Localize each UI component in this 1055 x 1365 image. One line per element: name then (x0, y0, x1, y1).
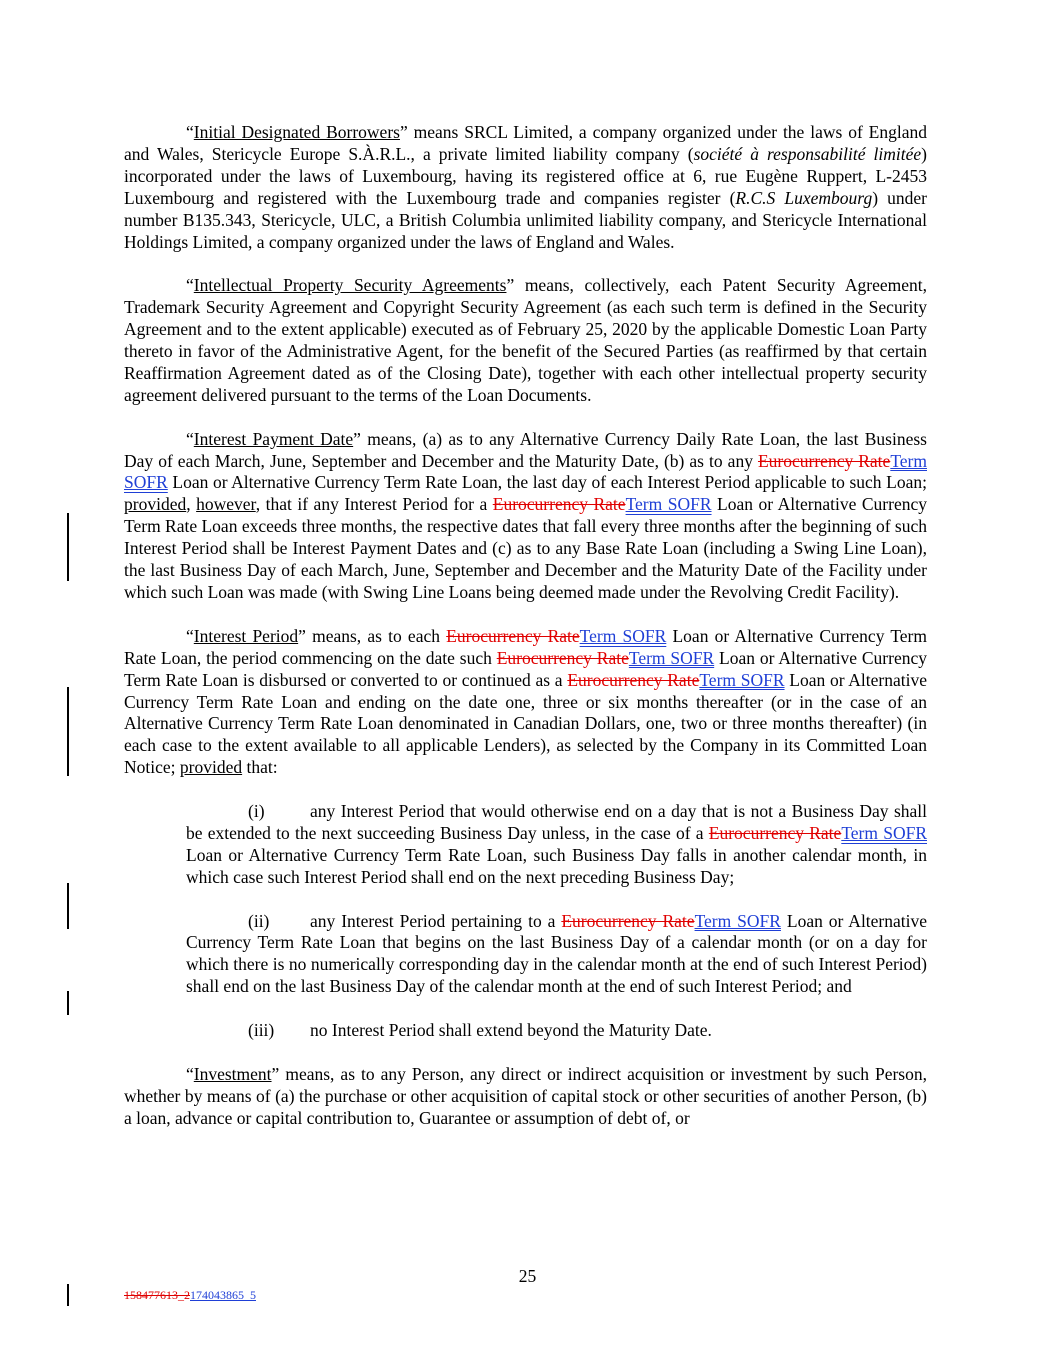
quote: “ (186, 1063, 194, 1084)
definition-text: Loan or Alternative Currency Term Rate Loan and ending on the date one, three or six months thereafter (or in the case of an Alternative Currency Term Rate Loan denominated in Canadian Dollars, one, two or three months thereafter) (in each case to the extent available to all applicable Lenders), as selected by the Company in its Committed Loan Notice; (124, 669, 928, 778)
list-item (186, 1020, 927, 1042)
defined-term: Investment (193, 1063, 272, 1084)
definition-text: ” means SRCL Limited, a company organized under the laws of England and Wales, Stericycle Europe S.À.R.L., a private limited liability company ( (124, 122, 927, 164)
inserted-text: Term SOFR (625, 494, 712, 515)
deleted-text: Eurocurrency Rate (446, 625, 580, 646)
defined-term: Interest Payment Date (193, 428, 354, 449)
item-number: (i) (248, 801, 265, 822)
italic-text: R.C.S Luxembourg (735, 187, 873, 208)
definition-text: , that if any Interest Period for a (255, 494, 493, 515)
definition-text: ” means, as to any Person, any direct or indirect acquisition or investment by such Person, whether by means of (a) the purchase or other acquisition of capital stock or other securities of another Person, (b) a loan, advance or capital contribution to, Guarantee or assumption of debt of, or (124, 1063, 927, 1128)
definition-investment (124, 1064, 927, 1130)
quote: “ (186, 122, 194, 142)
provided-term: provided (179, 757, 243, 778)
inserted-text: Term SOFR (628, 647, 715, 668)
definition-text: Loan or Alternative Currency Term Rate Loan exceeds three months, the respective dates that fall every three months after the beginning of such Interest Period shall be Interest Payment Dates and (c) as to any Base Rate Loan (including a Swing Line Loan), the last Business Day of each March, June, September and December and the Maturity Date of the Facility under which such Loan was made (with Swing Line Loans being deemed made under the Revolving Credit Facility). (124, 494, 927, 602)
change-bar (67, 513, 69, 581)
definition-text: ” means, collectively, each Patent Security Agreement, Trademark Security Agreement and Copyright Security Agreement (as each such term is defined in the Security Agreement and to the extent applicable) executed as of February 25, 2020 by the applicable Domestic Loan Party thereto in favor of the Administrative Agent, for the benefit of the Secured Parties (as reaffirmed by that certain Reaffirmation Agreement dated as of the Closing Date), together with each other intellectual property security agreement delivered pursuant to the terms of the Loan Documents. (124, 275, 927, 405)
deleted-text: Eurocurrency Rate (492, 494, 626, 515)
change-bar (67, 991, 69, 1015)
however-term: however (196, 494, 256, 515)
definition-interest-period (124, 626, 927, 779)
inserted-text: Term SOFR (699, 669, 785, 690)
list-item (186, 801, 927, 889)
definition-text: Loan or Alternative Currency Term Rate Loan is disbursed or converted to or continued as a (124, 647, 927, 690)
document-body (124, 122, 927, 1130)
deleted-text: Eurocurrency Rate (708, 822, 842, 843)
inserted-text: Term SOFR (124, 450, 927, 493)
inserted-docid: 174043865_5 (190, 1288, 256, 1302)
definition-intellectual-property (124, 275, 927, 406)
definition-text: that: (242, 757, 278, 778)
definition-initial-designated-borrowers (124, 122, 927, 253)
provided-term: provided (124, 494, 187, 515)
deleted-text: Eurocurrency Rate (496, 647, 629, 668)
definition-text: ) under number B135.343, Stericycle, ULC, a British Columbia unlimited liability company, and Stericycle International Holdings Limited, a company organized under the laws of England and Wales. (124, 187, 927, 252)
definition-interest-payment-date (124, 429, 927, 604)
list-item (186, 911, 927, 999)
comma: , (186, 494, 197, 515)
definition-text: Loan or Alternative Currency Term Rate Loan, the period commencing on the date such (124, 625, 927, 668)
deleted-docid: 158477613_2 (124, 1288, 190, 1302)
defined-term: Initial Designated Borrowers (193, 122, 400, 142)
item-text: Loan or Alternative Currency Term Rate Loan, such Business Day falls in another calendar month, in which case such Interest Period shall end on the next preceding Business Day; (186, 844, 927, 887)
item-number: (iii) (248, 1020, 275, 1041)
definition-text: ) incorporated under the laws of Luxembourg, having its registered office at 6, rue Eugène Ruppert, L-2453 Luxembourg and registered with the Luxembourg trade and companies register ( (124, 143, 927, 208)
inserted-text: Term SOFR (579, 625, 667, 646)
change-bar (67, 883, 69, 929)
definition-text: ” means, (a) as to any Alternative Currency Daily Rate Loan, the last Business Day of each March, June, September and December and the Maturity Date, (b) as to any (124, 428, 927, 471)
deleted-text: Eurocurrency Rate (757, 450, 891, 471)
italic-text: société à responsabilité limitée (693, 143, 922, 164)
item-text: any Interest Period that would otherwise end on a day that is not a Business Day shall be extended to the next succeeding Business Day unless, in the case of a (186, 801, 927, 843)
document-id (124, 1288, 256, 1303)
deleted-text: Eurocurrency Rate (567, 669, 700, 690)
change-bar (67, 687, 69, 776)
quote: “ (186, 625, 194, 646)
quote: “ (186, 428, 194, 449)
inserted-text: Term SOFR (841, 822, 927, 843)
definition-text: ” means, as to each (298, 625, 447, 646)
defined-term: Intellectual Property Security Agreements (193, 275, 507, 296)
defined-term: Interest Period (193, 625, 299, 646)
change-bar (67, 1284, 69, 1306)
item-text: no Interest Period shall extend beyond the Maturity Date. (310, 1020, 712, 1041)
page-number: 25 (518, 1266, 537, 1286)
deleted-text: Eurocurrency Rate (561, 910, 695, 931)
quote: “ (186, 275, 194, 296)
item-number: (ii) (248, 910, 270, 931)
item-text: Loan or Alternative Currency Term Rate Loan that begins on the last Business Day of a calendar month (or on a day for which there is no numerically corresponding day in the calendar month at the end of such Interest Period) shall end on the last Business Day of the calendar month at the end of such Interest Period; and (186, 910, 928, 997)
definition-text: Loan or Alternative Currency Term Rate Loan, the last day of each Interest Period applicable to such Loan; (167, 472, 927, 493)
item-text: any Interest Period pertaining to a (310, 910, 562, 931)
inserted-text: Term SOFR (694, 910, 781, 931)
